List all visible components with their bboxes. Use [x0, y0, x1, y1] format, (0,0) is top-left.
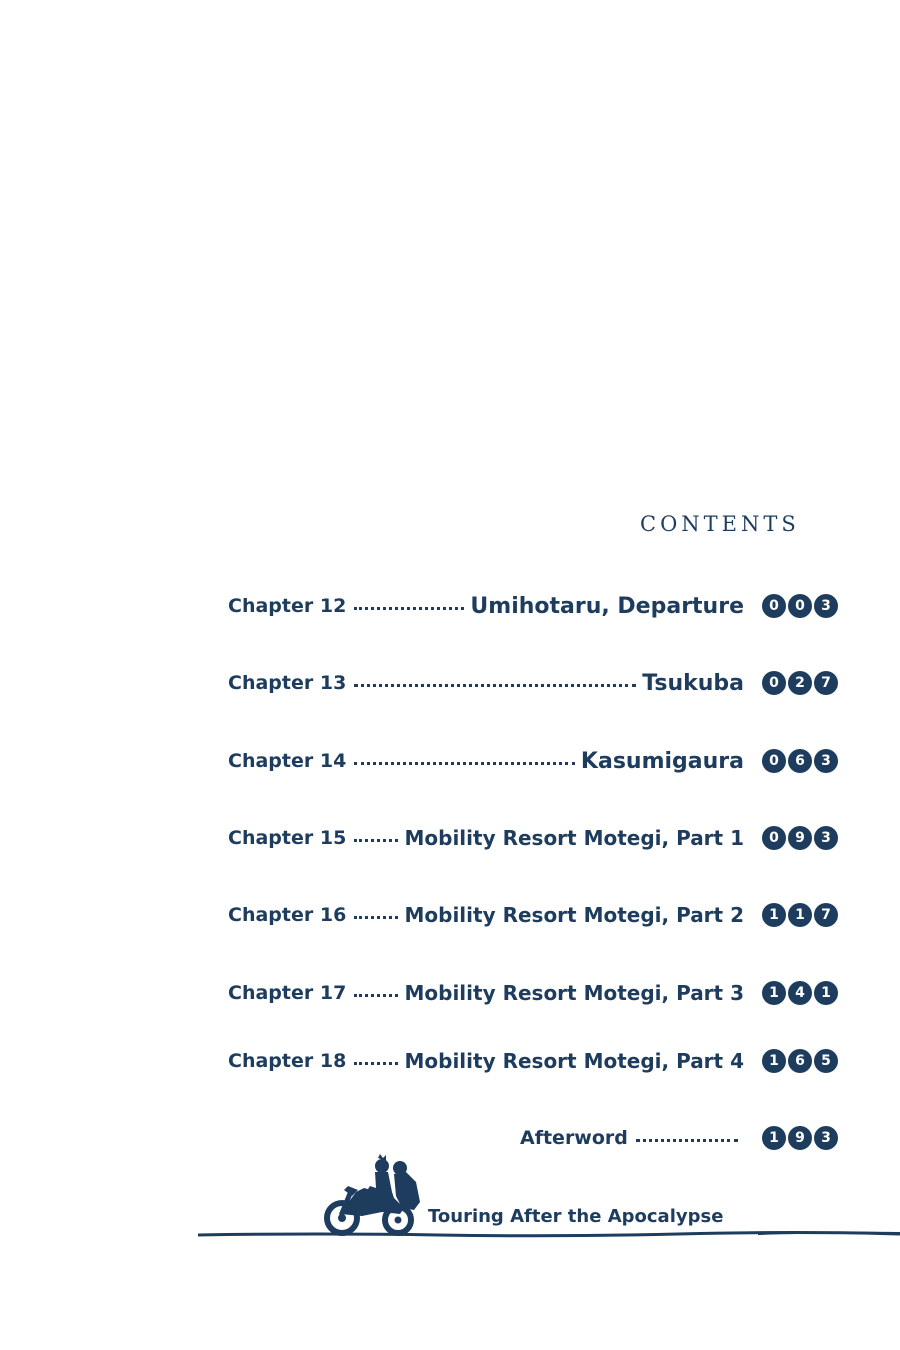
page-digit: 1: [788, 903, 812, 927]
toc-entry-chapter-17[interactable]: [228, 976, 840, 1010]
page-digit: 1: [814, 981, 838, 1005]
toc-entry-chapter-16[interactable]: [228, 898, 840, 932]
page-number: [762, 1049, 840, 1073]
toc-entry-chapter-14[interactable]: [228, 744, 840, 778]
chapter-title: Mobility Resort Motegi, Part 1: [404, 826, 744, 850]
page-digit: 7: [814, 671, 838, 695]
page-digit: 6: [788, 1049, 812, 1073]
leader-dots: [354, 994, 398, 997]
chapter-label: Chapter 17: [228, 982, 347, 1004]
page-digit: 4: [788, 981, 812, 1005]
page-digit: 0: [762, 749, 786, 773]
toc-entry-chapter-13[interactable]: [228, 666, 840, 700]
toc-entry-chapter-15[interactable]: [228, 821, 840, 855]
page-number: [762, 749, 840, 773]
page-digit: 1: [762, 903, 786, 927]
page-digit: 3: [814, 594, 838, 618]
series-title: Touring After the Apocalypse: [428, 1206, 724, 1227]
leader-dots: [354, 1062, 398, 1065]
chapter-title: Mobility Resort Motegi, Part 4: [404, 1049, 744, 1073]
chapter-title: Umihotaru, Departure: [470, 593, 744, 619]
leader-dots: [354, 762, 575, 765]
chapter-label: Chapter 16: [228, 904, 347, 926]
toc-entry-chapter-12[interactable]: [228, 589, 840, 623]
page-digit: 9: [788, 826, 812, 850]
page-number: [762, 903, 840, 927]
contents-heading: CONTENTS: [640, 512, 800, 536]
page-number: [762, 826, 840, 850]
page-number: [762, 1126, 840, 1150]
page-digit: 1: [762, 981, 786, 1005]
page-digit: 0: [762, 594, 786, 618]
chapter-label: Chapter 14: [228, 750, 347, 772]
page-number: [762, 671, 840, 695]
page-digit: 2: [788, 671, 812, 695]
page-digit: 3: [814, 1126, 838, 1150]
leader-dots: [354, 916, 398, 919]
page-digit: 3: [814, 749, 838, 773]
leader-dots: [354, 607, 464, 610]
chapter-title: Tsukuba: [642, 670, 744, 696]
chapter-label: Chapter 15: [228, 827, 347, 849]
toc-entry-afterword[interactable]: [520, 1121, 840, 1155]
page-number: [762, 981, 840, 1005]
page-digit: 1: [762, 1126, 786, 1150]
leader-dots: [636, 1139, 738, 1142]
page-digit: 3: [814, 826, 838, 850]
leader-dots: [354, 684, 636, 687]
page-digit: 0: [762, 671, 786, 695]
page-digit: 1: [762, 1049, 786, 1073]
page-number: [762, 594, 840, 618]
chapter-label: Chapter 18: [228, 1050, 347, 1072]
toc-entry-chapter-18[interactable]: [228, 1044, 840, 1078]
chapter-title: Kasumigaura: [580, 748, 744, 774]
chapter-title: Mobility Resort Motegi, Part 2: [404, 903, 744, 927]
chapter-label: Chapter 13: [228, 672, 347, 694]
page-digit: 0: [788, 594, 812, 618]
page-digit: 7: [814, 903, 838, 927]
afterword-label: Afterword: [520, 1127, 628, 1149]
chapter-label: Chapter 12: [228, 595, 347, 617]
chapter-title: Mobility Resort Motegi, Part 3: [404, 981, 744, 1005]
leader-dots: [354, 839, 398, 842]
page-digit: 0: [762, 826, 786, 850]
page-digit: 5: [814, 1049, 838, 1073]
page-digit: 9: [788, 1126, 812, 1150]
motorcycle-riders-icon: [322, 1152, 426, 1238]
page-digit: 6: [788, 749, 812, 773]
ground-line: [198, 1228, 900, 1242]
